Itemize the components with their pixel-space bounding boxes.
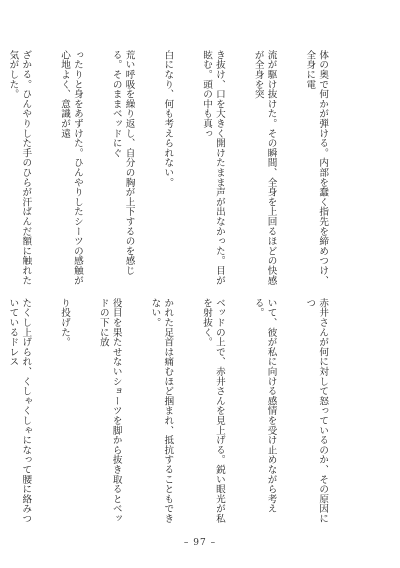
text-line: いて、彼が私に向ける感情を受け止めながら考える。 <box>252 298 277 514</box>
text-line: かれた足首は痛むほど掴まれ、抵抗することもできない。 <box>149 298 174 524</box>
text-line: 荒い呼吸を繰り返し、自分の胸が上下するのを感じる。そのままベッドにぐ <box>110 50 135 276</box>
text-line: ベッドの上で、赤井さんを見上げる。鋭い眼光が私を射抜く。 <box>201 298 225 524</box>
text-line: 白になり、何も考えられない。 <box>162 50 174 188</box>
upper-text-block <box>7 50 354 286</box>
text-line: たくし上げられ、くしゃくしゃになって腰に絡みついているドレス <box>7 298 32 524</box>
text-line: き抜け、口を大きく開けたまま声が出なかった。目が眩む。頭の中も真っ <box>201 50 225 286</box>
text-line: 役目を果たせないショーツを脚から抜き取るとベッドの下に放 <box>97 298 122 524</box>
text-line: 体の奥で何かが弾ける。内部を蠢く指先を締めつけ、全身に電 <box>304 50 329 286</box>
lower-text-block <box>7 298 354 530</box>
page-number: – 97 – <box>183 538 217 548</box>
text-line: り投げた。 <box>59 298 71 347</box>
text-line: ざかる。ひんやりした手のひらが汗ばんだ額に触れた気がした。 <box>7 50 32 286</box>
text-line: ったりと身をあずけた。ひんやりしたシーツの感触が心地よく、意識が遠 <box>59 50 83 286</box>
text-line: 流が駆け抜けた。その瞬間、全身を上回るほどの快感が全身を突 <box>252 50 277 286</box>
text-line: 赤井さんが何に対して怒っているのか、その原因につ <box>304 298 329 524</box>
